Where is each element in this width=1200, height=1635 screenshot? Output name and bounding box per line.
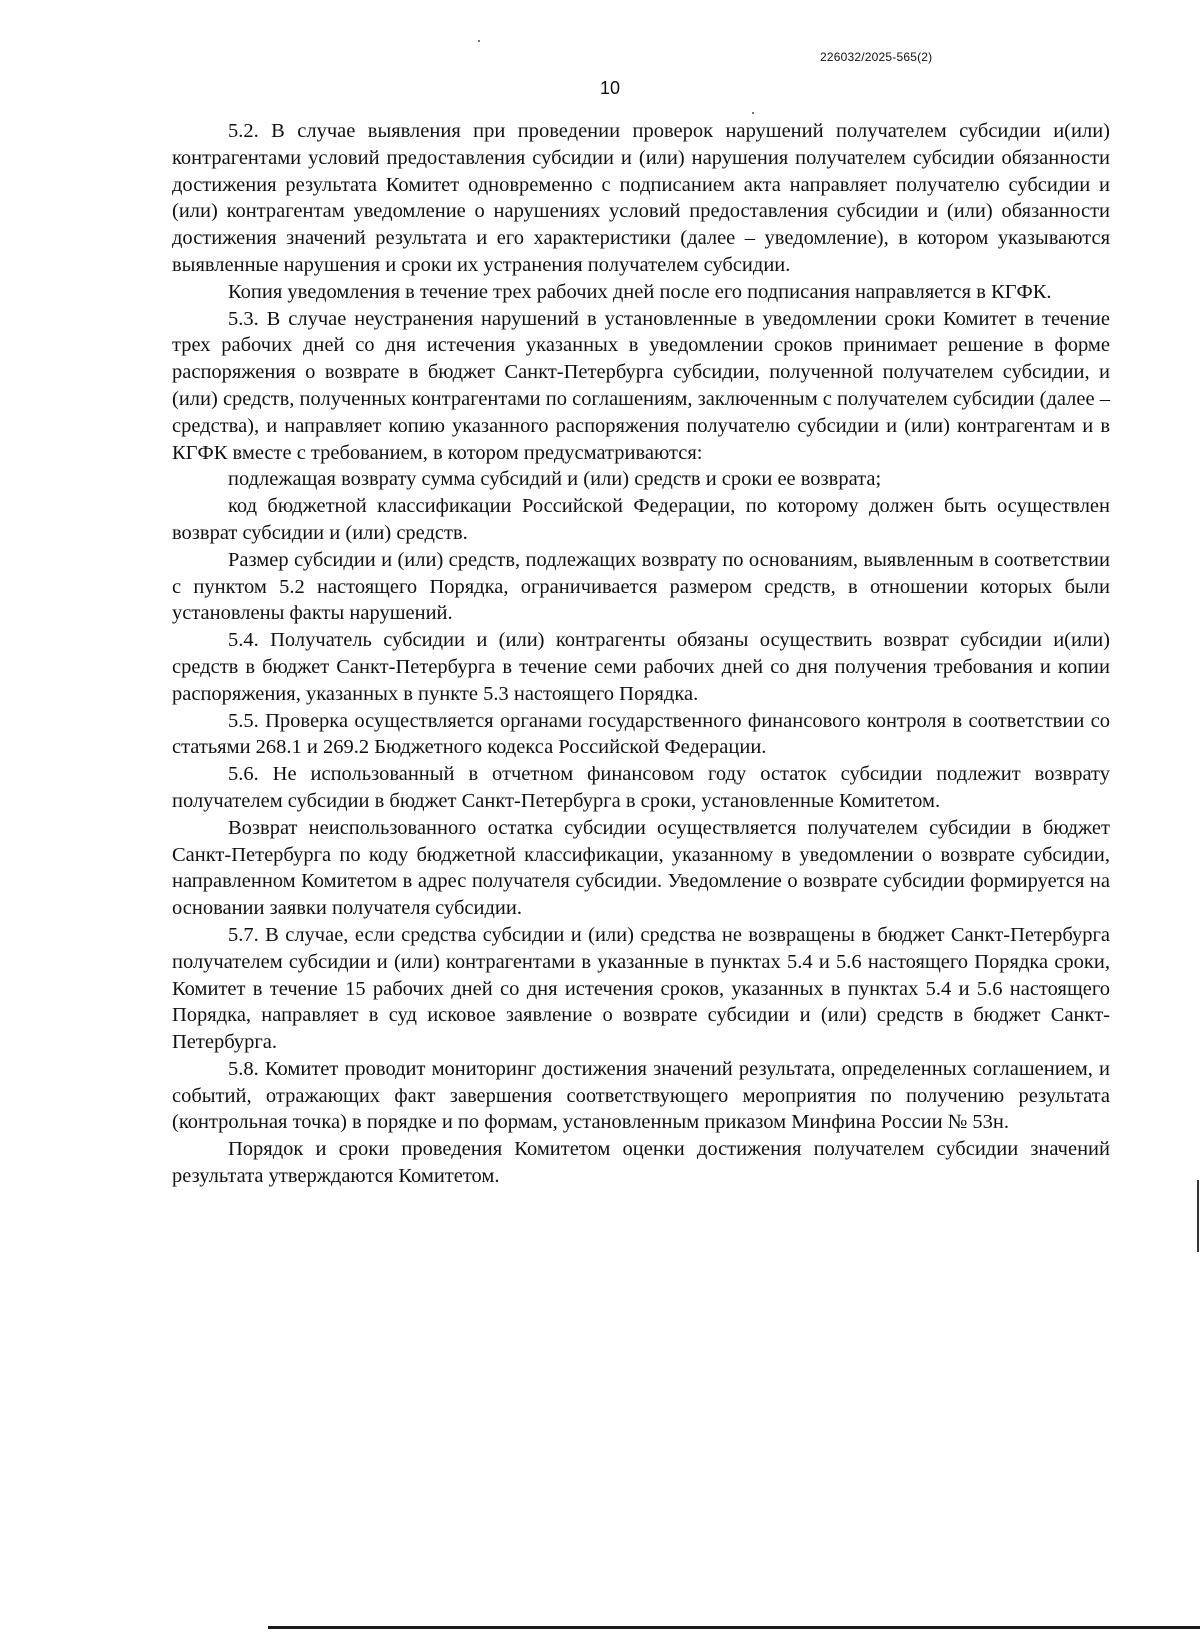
paragraph-5-7: 5.7. В случае, если средства субсидии и (или) средства не возвращены в бюджет Санкт-Петербурга получателем субсидии и (или) контрагентами в указанные в пунктах 5.4 и 5.6 настоящего Порядка сроки, Комитет в течение 15 рабочих дней со дня истечения сроков, указанных в пунктах 5.4 и 5.6 настоящего Порядка, направляет в суд исковое заявление о возврате субсидии и (или) средств в бюджет Санкт-Петербурга.	[172, 923, 1110, 1054]
paragraph-5-5: 5.5. Проверка осуществляется органами государственного финансового контроля в соответствии со статьями 268.1 и 269.2 Бюджетного кодекса Российской Федерации.	[172, 709, 1110, 759]
paragraph-refund-amount: подлежащая возврату сумма субсидий и (или) средств и сроки ее возврата;	[228, 468, 882, 491]
paragraph-refund-size: Размер субсидии и (или) средств, подлежащих возврату по основаниям, выявленным в соответствии с пунктом 5.2 настоящего Порядка, ограничивается размером средств, в отношении которых были установлены факты нарушений.	[172, 548, 1110, 625]
paragraph-unused-balance: Возврат неиспользованного остатка субсидии осуществляется получателем субсидии в бюджет Санкт-Петербурга по коду бюджетной классификации, указанному в уведомлении о возврате субсидии, направленном Комитетом в адрес получателя субсидии. Уведомление о возврате субсидии формируется на основании заявки получателя субсидии.	[172, 816, 1110, 920]
scan-bottom-edge	[268, 1626, 1200, 1629]
paragraph-5-8: 5.8. Комитет проводит мониторинг достижения значений результата, определенных соглашением, и событий, отражающих факт завершения соответствующего мероприятия по получению результата (контрольная точка) в порядке и по формам, установленным приказом Минфина России № 53н.	[172, 1057, 1110, 1134]
paragraph-evaluation-order: Порядок и сроки проведения Комитетом оценки достижения получателем субсидии значений результата утверждаются Комитетом.	[172, 1138, 1110, 1188]
paragraph-5-4: 5.4. Получатель субсидии и (или) контрагенты обязаны осуществить возврат субсидии и(или) средств в бюджет Санкт-Петербурга в течение семи рабочих дней со дня получения требования и копии распоряжения, указанных в пункте 5.3 настоящего Порядка.	[172, 629, 1110, 705]
paragraph-5-6: 5.6. Не использованный в отчетном финансовом году остаток субсидии подлежит возврату получателем субсидии в бюджет Санкт-Петербурга в сроки, установленные Комитетом.	[172, 763, 1110, 812]
paragraph-notice-copy: Копия уведомления в течение трех рабочих дней после его подписания направляется в КГФК.	[228, 280, 1052, 303]
paragraph-5-2: 5.2. В случае выявления при проведении проверок нарушений получателем субсидии и(или) контрагентами условий предоставления субсидии и (или) нарушения получателем субсидии обязанности достижения результата Комитет одновременно с подписанием акта направляет получателю субсидии и (или) контрагентам уведомление о нарушениях условий предоставления субсидии и (или) обязанности достижения значений результата и его характеристики (далее – уведомление), в котором указываются выявленные нарушения и сроки их устранения получателем субсидии.	[172, 120, 1110, 276]
paragraph-5-3: 5.3. В случае неустранения нарушений в установленные в уведомлении сроки Комитет в течение трех рабочих дней со дня истечения указанных в уведомлении сроков принимает решение в форме распоряжения о возврате в бюджет Санкт-Петербурга субсидии, полученной получателем субсидии, и (или) средств, полученных контрагентами по соглашениям, заключенным с получателем субсидии (далее – средства), и направляет копию указанного распоряжения получателю субсидии и (или) контрагентам и в КГФК вместе с требованием, в котором предусматриваются:	[172, 307, 1110, 464]
page-number: 10	[600, 78, 621, 98]
paragraph-budget-code: код бюджетной классификации Российской Федерации, по которому должен быть осуществлен возврат субсидии и (или) средств.	[172, 495, 1110, 544]
document-id: 226032/2025-565(2)	[820, 50, 933, 64]
scan-edge-mark	[1197, 1180, 1199, 1252]
scan-speck	[478, 40, 480, 42]
document-body	[172, 118, 1110, 1190]
scan-speck	[752, 112, 754, 114]
